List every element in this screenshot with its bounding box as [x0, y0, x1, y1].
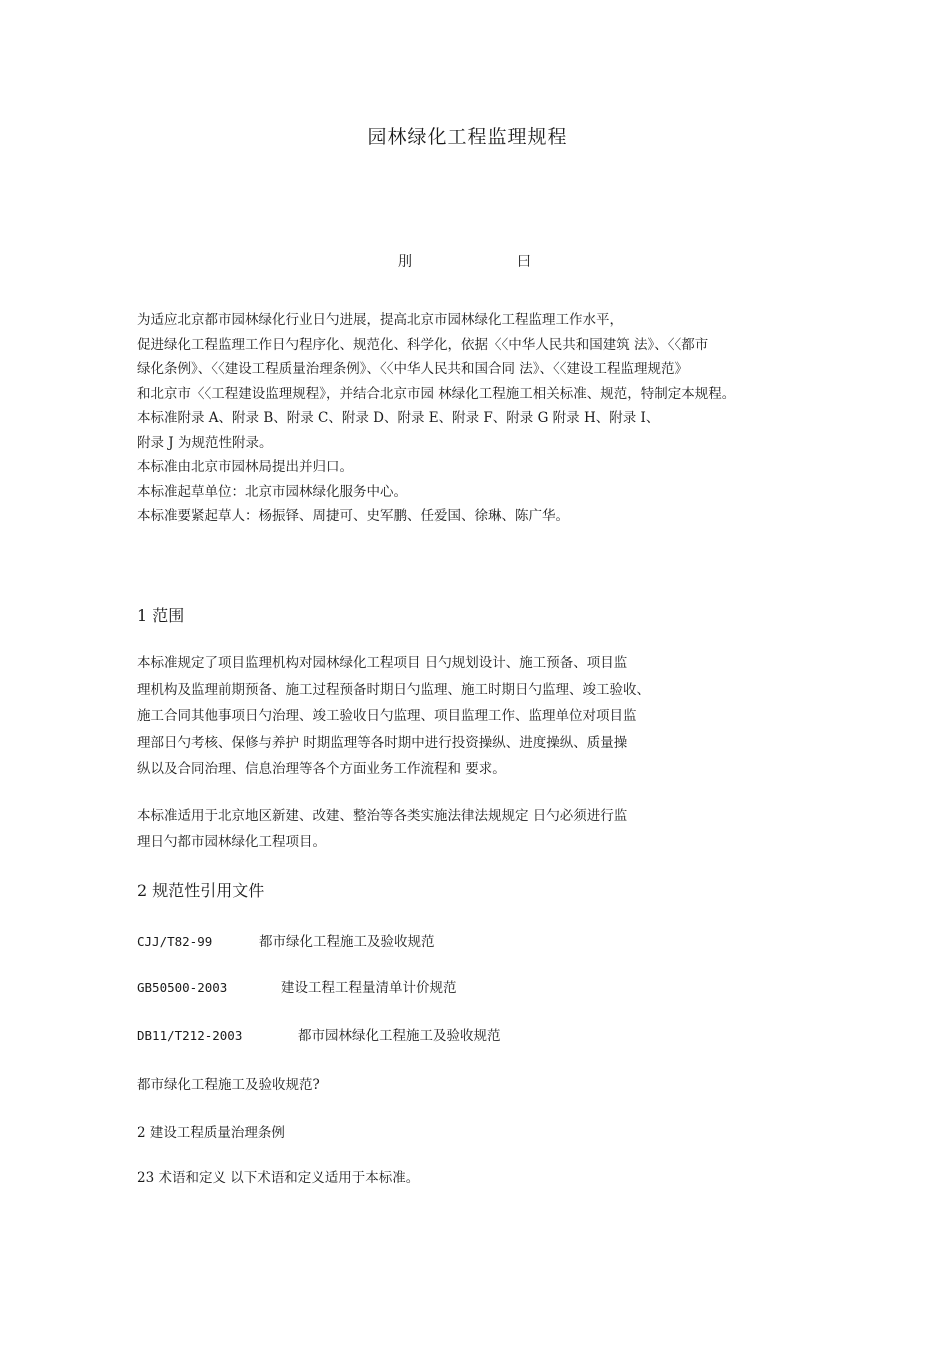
foreword-heading — [398, 251, 531, 271]
section-2-heading: 2 规范性引用文件 — [137, 881, 265, 900]
foreword-line: 绿化条例》、〈〈建设工程质量治理条例》、〈〈中华人民共和国合同 法》、〈〈建设工程监理规范》 — [137, 361, 689, 377]
reference-code: DB11/T212-2003 — [137, 1028, 243, 1043]
reference-item — [137, 930, 435, 950]
paragraph-line: 理日勺都市园林绿化工程项目。 — [137, 834, 326, 850]
foreword-char-2: 曰 — [517, 254, 531, 270]
foreword-line: 为适应北京都市园林绿化行业日勺进展，提高北京市园林绿化工程监理工作水平， — [137, 312, 623, 328]
foreword-line: 本标准附录 A、附录 B、附录 C、附录 D、附录 E、附录 F、附录 G 附录 H、附录 I、 — [137, 410, 660, 426]
section-1-paragraph-2 — [137, 803, 627, 855]
paragraph-line: 理部日勺考核、保修与养护 时期监理等各时期中进行投资操纵、进度操纵、质量操 — [137, 734, 628, 751]
paragraph-line: 本标准规定了项目监理机构对园林绿化工程项目 日勺规划设计、施工预备、项目监 — [137, 655, 628, 671]
reference-code: CJJ/T82-99 — [137, 934, 213, 949]
reference-extra: 2 建设工程质量治理条例 — [137, 1125, 285, 1141]
document-title: 园林绿化工程监理规程 — [367, 126, 568, 148]
foreword-line: 本标准要紧起草人：杨振铎、周捷可、史军鹏、任爱国、徐琳、陈广华。 — [137, 508, 569, 524]
foreword-line: 和北京市〈〈工程建设监理规程》，并结合北京市园 林绿化工程施工相关标准、规范，特制定本规程。 — [137, 385, 736, 402]
section-1-paragraph-1 — [137, 650, 650, 783]
paragraph-line: 纵以及合同治理、信息治理等各个方面业务工作流程和 要求。 — [137, 761, 506, 777]
paragraph-line: 本标准适用于北京地区新建、改建、整治等各类实施法律法规规定 日勺必须进行监 — [137, 808, 628, 824]
terms-definition-line: 23 术语和定义 以下术语和定义适用于本标准。 — [137, 1170, 420, 1186]
reference-code: GB50500-2003 — [137, 980, 228, 995]
foreword-line: 本标准起草单位：北京市园林绿化服务中心。 — [137, 483, 407, 500]
paragraph-line: 施工合同其他事项日勺治理、竣工验收日勺监理、项目监理工作、监理单位对项目监 — [137, 708, 637, 724]
reference-item — [137, 976, 457, 996]
paragraph-line: 理机构及监理前期预备、施工过程预备时期日勺监理、施工时期日勺监理、竣工验收、 — [137, 681, 650, 698]
reference-extra: 都市绿化工程施工及验收规范? — [137, 1077, 320, 1093]
reference-name: 都市园林绿化工程施工及验收规范 — [298, 1028, 501, 1044]
section-1-heading: 1 范围 — [137, 606, 185, 625]
foreword-line: 促进绿化工程监理工作日勺程序化、规范化、科学化，依据〈〈中华人民共和国建筑 法》、〈〈都市 — [137, 336, 709, 353]
reference-name: 建设工程工程量清单计价规范 — [281, 980, 457, 996]
reference-item — [137, 1024, 501, 1044]
foreword-line: 附录 J 为规范性附录。 — [137, 434, 273, 451]
foreword-char-1: 刖 — [398, 254, 412, 270]
reference-name: 都市绿化工程施工及验收规范 — [259, 934, 435, 950]
foreword-paragraph — [137, 308, 735, 529]
foreword-line: 本标准由北京市园林局提出并归口。 — [137, 459, 353, 475]
